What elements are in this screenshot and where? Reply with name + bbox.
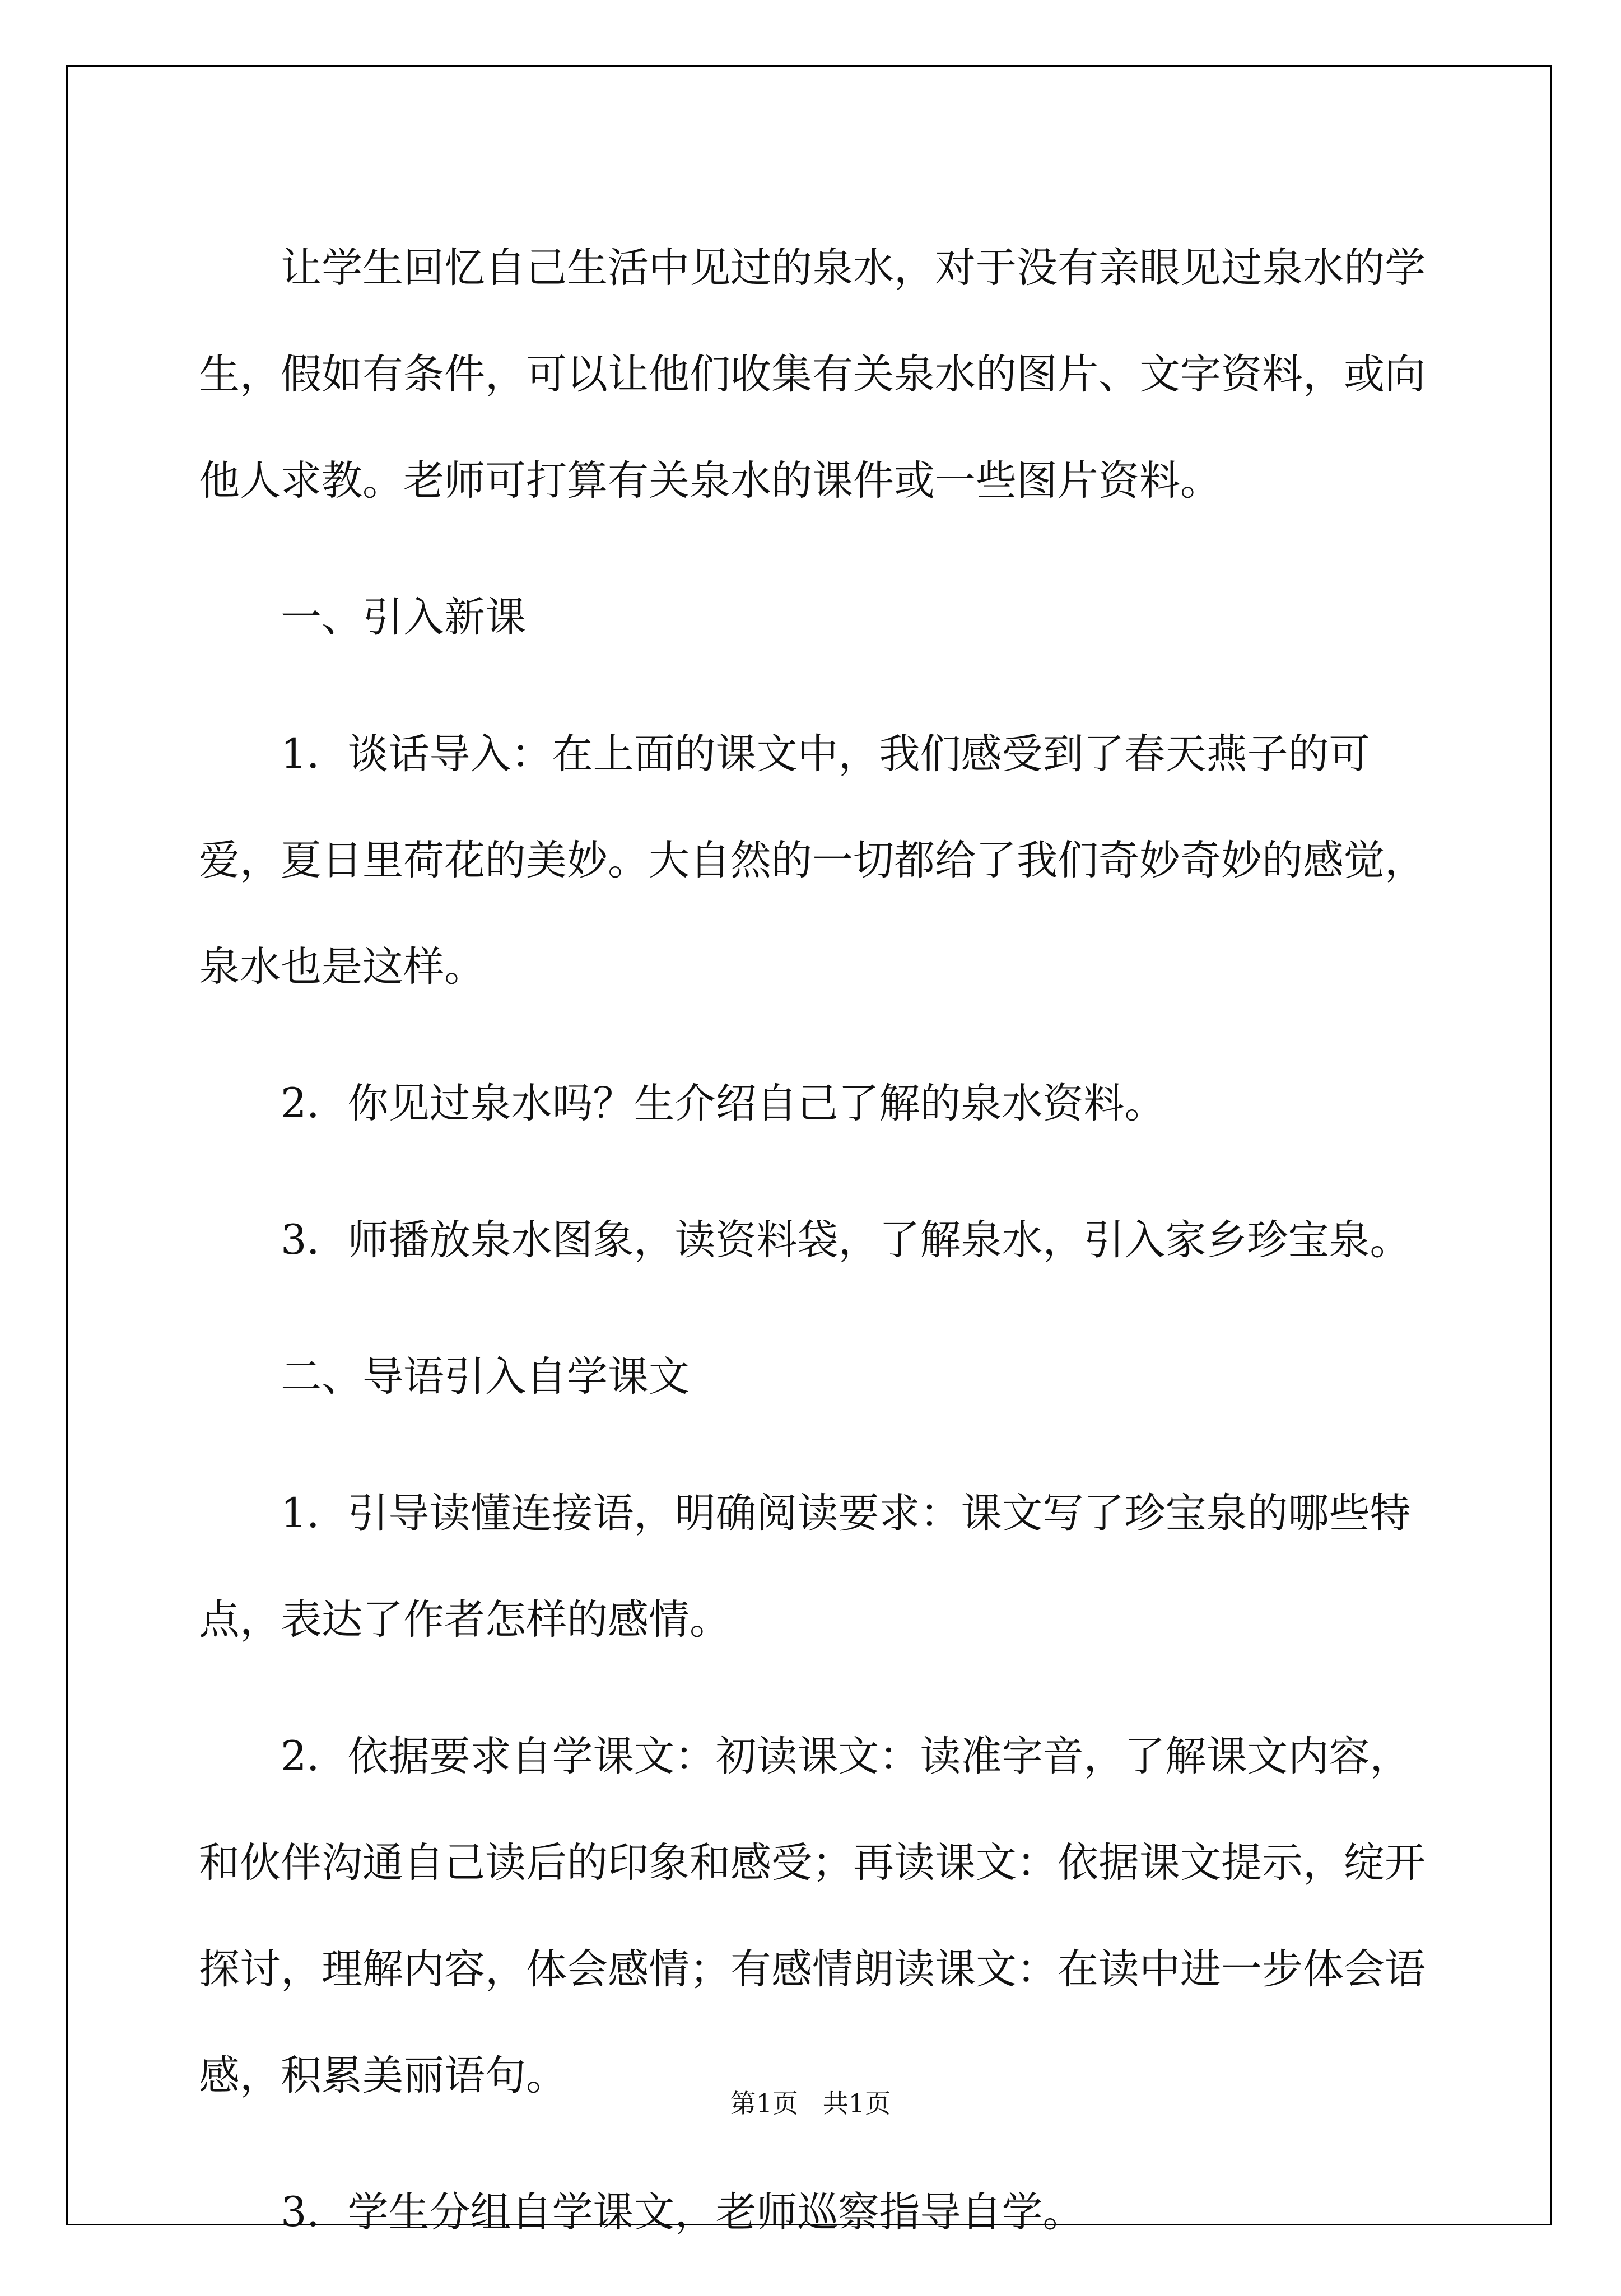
paragraph-item-2-1: 1．引导读懂连接语，明确阅读要求：课文写了珍宝泉的哪些特点，表达了作者怎样的感情。 (199, 1490, 1411, 1644)
section-heading-2: 二、导语引入自学课文 (281, 1353, 690, 1401)
paragraph-item-2-2: 2．依据要求自学课文：初读课文：读准字音，了解课文内容，和伙伴沟通自己读后的印象和感受；再读课文：依据课文提示，绽开探讨，理解内容，体会感情；有感情朗读课文：在读中进一步体会语感，积累美丽语句。 (199, 1733, 1426, 2099)
paragraph-item-1-1: 1．谈话导入：在上面的课文中，我们感受到了春天燕子的可爱，夏日里荷花的美妙。大自然的一切都给了我们奇妙奇妙的感觉，泉水也是这样。 (199, 730, 1426, 991)
section-heading-1: 一、引入新课 (281, 594, 526, 641)
paragraph-item-2-3: 3．学生分组自学课文，老师巡察指导自学。 (281, 2188, 1084, 2236)
paragraph-item-1-3: 3．师播放泉水图象，读资料袋，了解泉水，引入家乡珍宝泉。 (281, 1216, 1411, 1264)
page-number-footer: 第1页 共1页 (730, 2088, 891, 2118)
paragraph-item-1-2: 2．你见过泉水吗？生介绍自己了解的泉水资料。 (281, 1080, 1166, 1127)
document-body (199, 215, 1431, 2296)
paragraph-intro: 让学生回忆自己生活中见过的泉水，对于没有亲眼见过泉水的学生，假如有条件，可以让他们收集有关泉水的图片、文字资料，或向他人求教。老师可打算有关泉水的课件或一些图片资料。 (199, 244, 1426, 505)
